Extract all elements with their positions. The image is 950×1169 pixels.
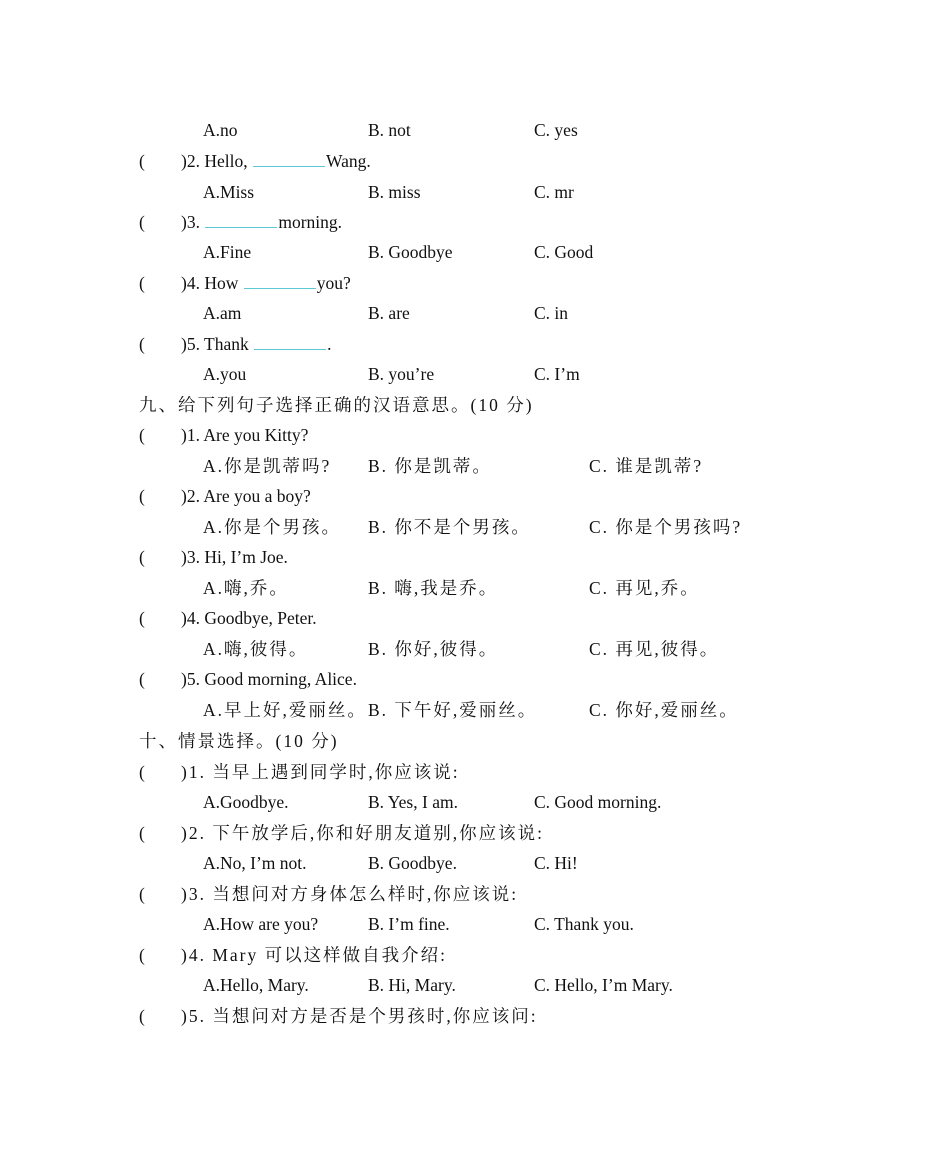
option-a: A.you: [203, 364, 247, 384]
option-a: A.Miss: [203, 182, 255, 202]
answer-paren[interactable]: (: [139, 945, 145, 965]
option-b: B. are: [368, 303, 410, 323]
answer-paren[interactable]: (: [139, 212, 145, 232]
option-c: C. 谁是凯蒂?: [589, 456, 704, 476]
question-text: )2. Hello, Wang.: [181, 151, 371, 171]
worksheet-page: A.no B. not C. yes ( )2. Hello, Wang. A.Miss B. miss C. mr ( )3. morning. A.Fine B. Goodbye C. Good ( )4. How you? A.am B. are C. in ( )5. Thank . A.you B. you’re C. I’m 九、给下列句子选择正确的汉语意思。(10 分) ( )1. Are you Kitty? A.你是凯蒂吗? B. 你是凯蒂。 C. 谁是凯蒂? ( )2. Are you a boy? A.你是个男孩。 B. 你不是个男孩。 C. 你是个男孩吗? ( )3. Hi, I’m Joe. A.嗨,乔。 B. 嗨,我是乔。 C. 再见,乔。 ( )4. Goodbye, Peter. A.嗨,彼得。 B. 你好,彼得。 C. 再见,彼得。 ( )5. Good morning, Alice. A.早上好,爱丽丝。 B. 下午好,爱丽丝。 C. 你好,爱丽丝。 十、情景选择。(10 分) ( )1. 当早上遇到同学时,你应该说: A.Goodbye. B. Yes, I am. C. Good morning. ( )2. 下午放学后,你和好朋友道别,你应该说: A.No, I’m not. B. Goodbye. C. Hi! ( )3. 当想问对方身体怎么样时,你应该说: A.How are you? B. I’m fine. C. Thank you. ( )4. Mary 可以这样做自我介绍: A.Hello, Mary. B. Hi, Mary. C. Hello, I’m Mary. ( )5. 当想问对方是否是个男孩时,你应该问:: [139, 120, 743, 1026]
option-a: A.How are you?: [203, 914, 319, 934]
option-b: B. 嗨,我是乔。: [368, 578, 499, 598]
question-text: )4. How you?: [181, 273, 351, 293]
option-b: B. not: [368, 120, 411, 140]
option-b: B. 下午好,爱丽丝。: [368, 700, 538, 720]
option-c: C. 你是个男孩吗?: [589, 517, 743, 537]
option-b: B. I’m fine.: [368, 914, 450, 934]
option-a: A.No, I’m not.: [203, 853, 307, 873]
option-c: C. I’m: [534, 364, 580, 384]
option-a: A.Goodbye.: [203, 792, 289, 812]
option-a: A.嗨,彼得。: [203, 639, 309, 659]
option-c: C. mr: [534, 182, 574, 202]
answer-paren[interactable]: (: [139, 425, 145, 445]
answer-paren[interactable]: (: [139, 486, 145, 506]
question-text: )1. 当早上遇到同学时,你应该说:: [181, 762, 460, 782]
fill-blank[interactable]: [244, 272, 316, 289]
option-c: C. Hello, I’m Mary.: [534, 975, 673, 995]
option-c: C. Hi!: [534, 853, 578, 873]
option-b: B. Yes, I am.: [368, 792, 458, 812]
option-b: B. 你好,彼得。: [368, 639, 499, 659]
option-a: A.Hello, Mary.: [203, 975, 309, 995]
fill-blank[interactable]: [254, 333, 326, 350]
option-c: C. Good morning.: [534, 792, 662, 812]
answer-paren[interactable]: (: [139, 273, 145, 293]
option-a: A.嗨,乔。: [203, 578, 289, 598]
option-c: C. in: [534, 303, 569, 323]
option-a: A.no: [203, 120, 238, 140]
answer-paren[interactable]: (: [139, 547, 145, 567]
option-b: B. Goodbye.: [368, 853, 457, 873]
option-b: B. 你不是个男孩。: [368, 517, 531, 537]
answer-paren[interactable]: (: [139, 823, 145, 843]
option-a: A.am: [203, 303, 242, 323]
question-text: )5. Thank .: [181, 334, 332, 354]
fill-blank[interactable]: [253, 150, 325, 167]
question-text: )3. Hi, I’m Joe.: [181, 547, 288, 567]
answer-paren[interactable]: (: [139, 762, 145, 782]
answer-paren[interactable]: (: [139, 1006, 145, 1026]
question-text: )3. morning.: [181, 212, 343, 232]
question-text: )1. Are you Kitty?: [181, 425, 309, 445]
fill-blank[interactable]: [205, 211, 277, 228]
question-text: )5. Good morning, Alice.: [181, 669, 357, 689]
answer-paren[interactable]: (: [139, 334, 145, 354]
question-text: )4. Mary 可以这样做自我介绍:: [181, 945, 447, 965]
option-c: C. Good: [534, 242, 594, 262]
option-b: B. you’re: [368, 364, 435, 384]
question-text: )5. 当想问对方是否是个男孩时,你应该问:: [181, 1006, 538, 1026]
option-a: A.Fine: [203, 242, 252, 262]
answer-paren[interactable]: (: [139, 884, 145, 904]
option-c: C. 再见,彼得。: [589, 639, 720, 659]
option-c: C. Thank you.: [534, 914, 634, 934]
answer-paren[interactable]: (: [139, 151, 145, 171]
option-b: B. 你是凯蒂。: [368, 456, 492, 476]
question-text: )3. 当想问对方身体怎么样时,你应该说:: [181, 884, 519, 904]
option-b: B. Hi, Mary.: [368, 975, 456, 995]
option-b: B. Goodbye: [368, 242, 453, 262]
option-a: A.你是个男孩。: [203, 517, 342, 537]
option-a: A.早上好,爱丽丝。: [203, 700, 367, 720]
option-c: C. 再见,乔。: [589, 578, 700, 598]
option-a: A.你是凯蒂吗?: [203, 456, 332, 476]
question-text: )2. Are you a boy?: [181, 486, 311, 506]
option-c: C. 你好,爱丽丝。: [589, 700, 739, 720]
question-text: )4. Goodbye, Peter.: [181, 608, 317, 628]
question-text: )2. 下午放学后,你和好朋友道别,你应该说:: [181, 823, 544, 843]
option-c: C. yes: [534, 120, 578, 140]
answer-paren[interactable]: (: [139, 669, 145, 689]
option-b: B. miss: [368, 182, 421, 202]
answer-paren[interactable]: (: [139, 608, 145, 628]
